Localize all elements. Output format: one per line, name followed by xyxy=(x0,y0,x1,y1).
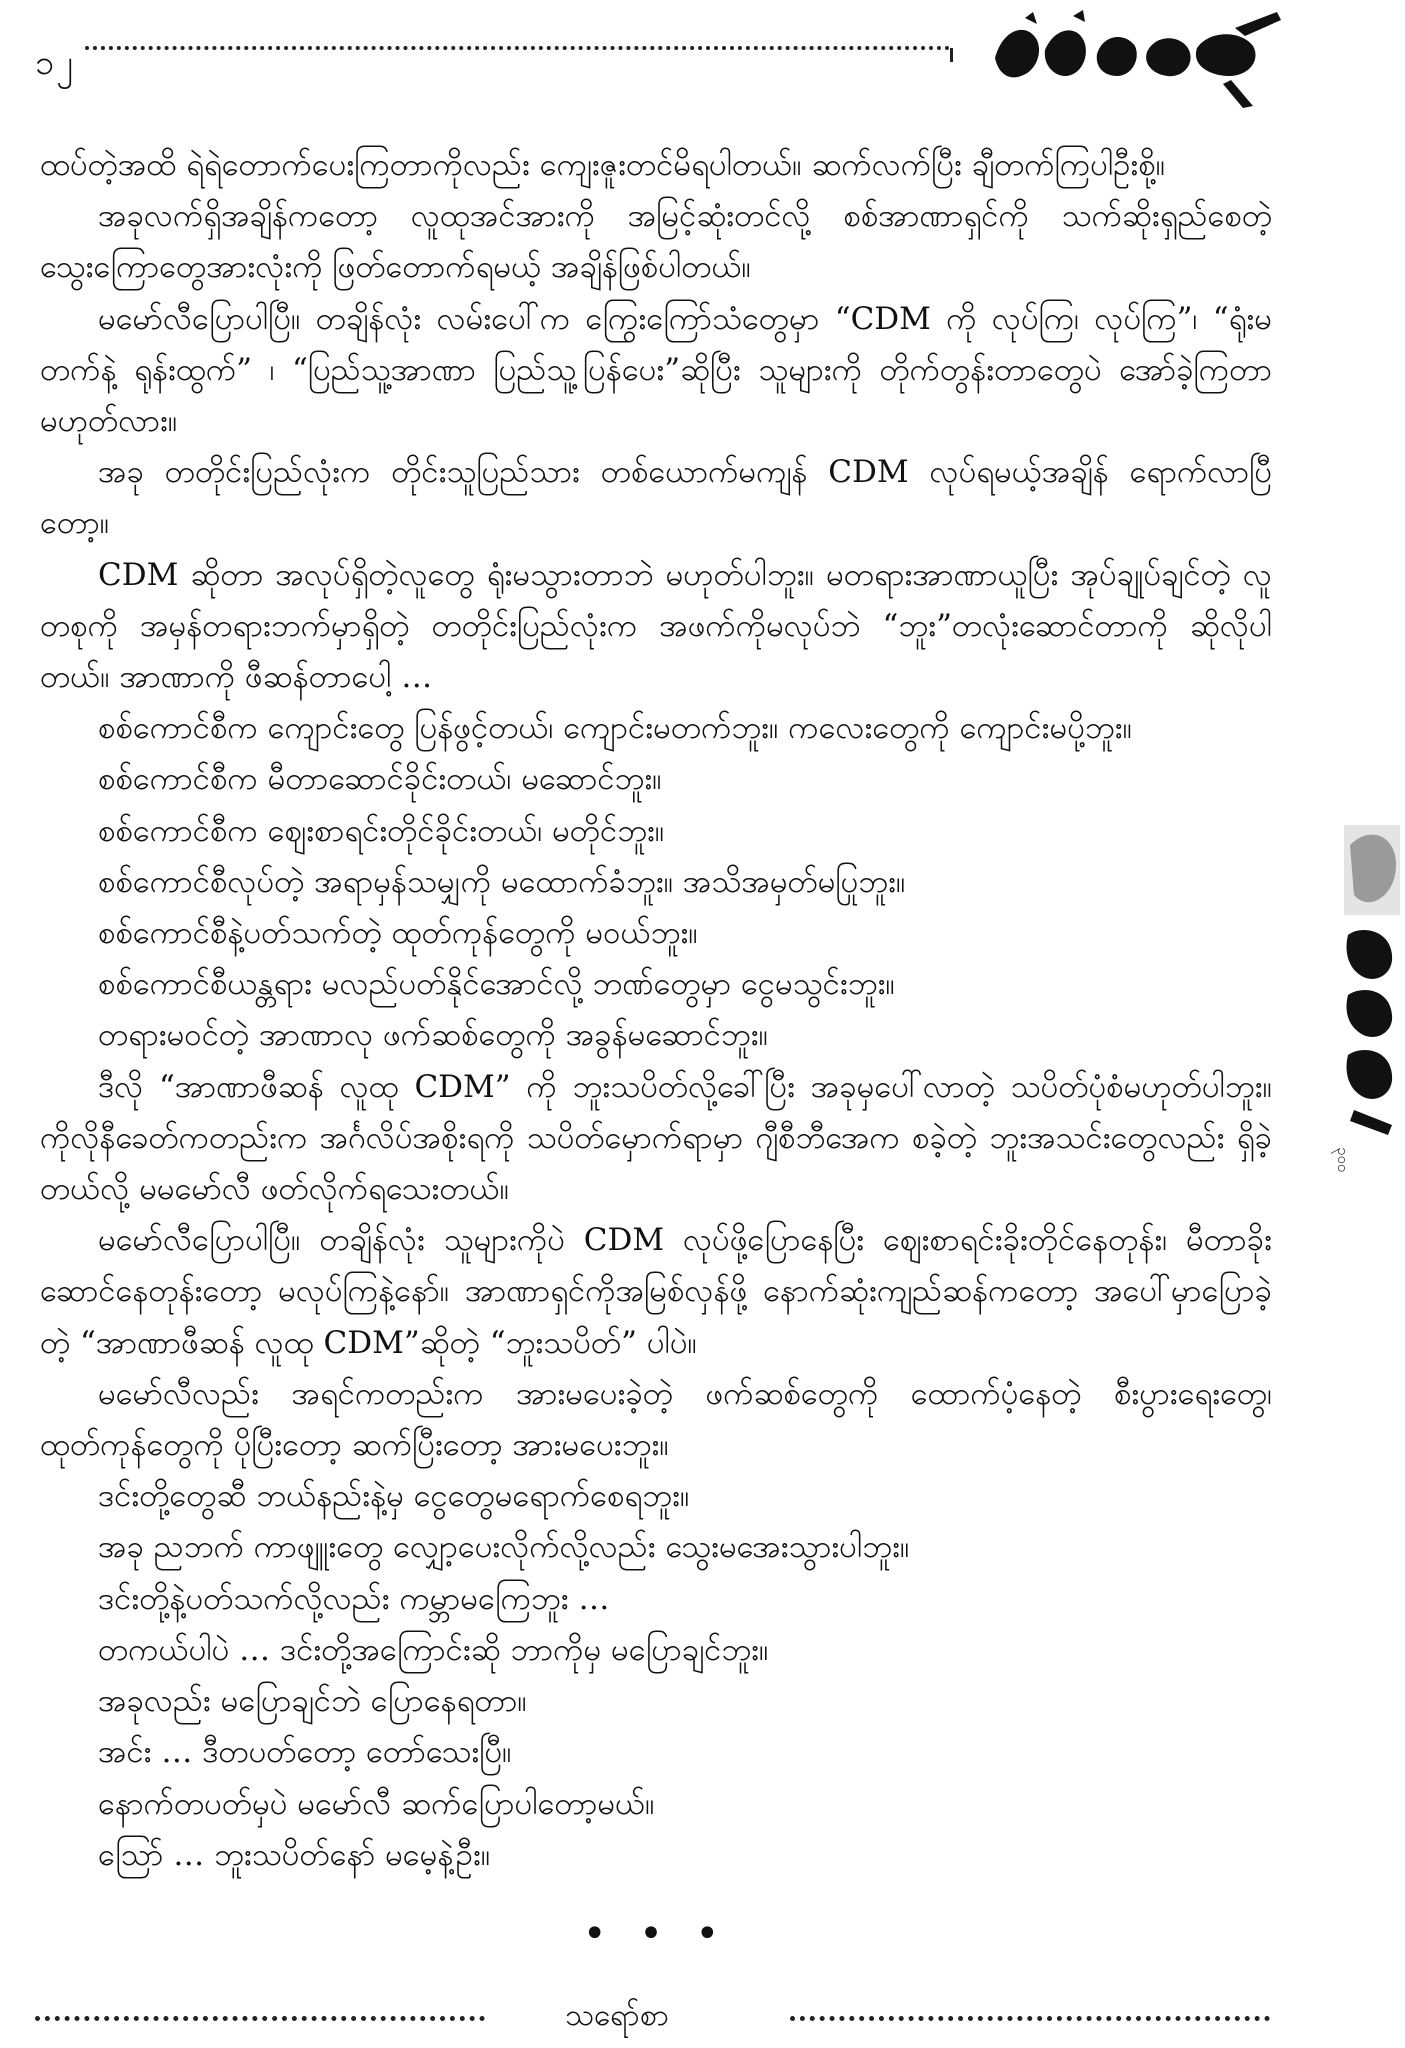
body-paragraph: စစ်ကောင်စီက ဈေးစာရင်းတိုင်ခိုင်းတယ်၊ မတိုင်ဘူး။ xyxy=(98,812,665,849)
body-paragraph: တရားမဝင်တဲ့ အာဏာလု ဖက်ဆစ်တွေကို အခွန်မဆောင်ဘူး။ xyxy=(98,1017,768,1054)
body-paragraph: သြော် … ဘူးသပိတ်နော် မမေ့နဲ့ဦး။ xyxy=(98,1836,491,1873)
body-paragraph: အခုလည်း မပြောချင်ဘဲ ပြောနေရတာ။ xyxy=(98,1683,527,1720)
page-number: ၁၂ xyxy=(35,43,75,83)
section-label: သရော်စာ xyxy=(565,1998,670,2033)
body-paragraph: စစ်ကောင်စီယန္တရား မလည်ပတ်နိုင်အောင်လို့ ဘဏ်တွေမှာ ငွေမသွင်းဘူး။ xyxy=(98,966,895,1003)
body-paragraph: စစ်ကောင်စီနဲ့ပတ်သက်တဲ့ ထုတ်ကုန်တွေကို မဝယ်ဘူး။ xyxy=(98,915,698,952)
body-paragraph: CDM ဆိုတာ အလုပ်ရှိတဲ့လူတွေ ရုံးမသွားတာဘဲ မဟုတ်ပါဘူး။ မတရားအာဏာယူပြီး အုပ်ချုပ်ချင်တဲ့ လူတစုကို အမှန်တရားဘက်မှာရှိတဲ့ တတိုင်းပြည်လုံးက အဖက်ကိုမလုပ်ဘဲ “ဘူး”တလုံးဆောင်တာကို ဆိုလိုပါတယ်။ အာဏာကို ဖီဆန်တာပေါ့ … xyxy=(40,556,1272,696)
footer-dotted-rule-right xyxy=(790,2016,1270,2021)
page-header xyxy=(0,0,1405,110)
body-paragraph: နောက်တပတ်မှပဲ မမော်လီ ဆက်ပြောပါတော့မယ်။ xyxy=(98,1785,655,1822)
body-paragraph: အခု တတိုင်းပြည်လုံးက တိုင်းသူပြည်သား တစ်ယောက်မကျန် CDM လုပ်ရမယ့်အချိန် ရောက်လာပြီတော့။ xyxy=(40,454,1272,542)
page-footer xyxy=(0,1990,1405,2048)
body-paragraph: မမော်လီပြောပါပြီ။ တချိန်လုံး လမ်းပေါ်က ကြွေးကြော်သံတွေမှာ “CDM ကို လုပ်ကြ၊ လုပ်ကြ”၊ “ရုံးမတက်နဲ့ ရုန်းထွက်” ၊ “ပြည်သူ့အာဏာ ပြည်သူ့ပြန်ပေး”ဆိုပြီး သူများကို တိုက်တွန်းတာတွေပဲ အော်ခဲ့ကြတာမဟုတ်လား။ xyxy=(40,300,1272,440)
masthead-logo xyxy=(985,10,1285,110)
body-paragraph: မမော်လီပြောပါပြီ။ တချိန်လုံး သူများကိုပဲ CDM လုပ်ဖို့ပြောနေပြီး ဈေးစာရင်းခိုးတိုင်နေတုန်း၊ မီတာခိုးဆောင်နေတုန်းတော့ မလုပ်ကြနဲ့နော်။ အာဏာရှင်ကိုအမြစ်လှန်ဖို့ နောက်ဆုံးကျည်ဆန်ကတော့ အပေါ်မှာပြောခဲ့တဲ့ “အာဏာဖီဆန် လူထု CDM”ဆိုတဲ့ “ဘူးသပိတ်” ပါပဲ။ xyxy=(40,1222,1272,1361)
body-paragraph: ဒင်းတို့တွေဆီ ဘယ်နည်းနဲ့မှ ငွေတွေမရောက်စေရဘူး။ xyxy=(98,1478,690,1515)
body-paragraph: စစ်ကောင်စီက မီတာဆောင်ခိုင်းတယ်၊ မဆောင်ဘူး။ xyxy=(98,761,662,798)
body-paragraph: မမော်လီလည်း အရင်ကတည်းက အားမပေးခဲ့တဲ့ ဖက်ဆစ်တွေကို ထောက်ပံ့နေတဲ့ စီးပွားရေးတွေ၊ ထုတ်ကုန်တွေကို ပိုပြီးတော့ ဆက်ပြီးတော့ အားမပေးဘူး။ xyxy=(40,1375,1272,1464)
body-paragraph: ဒင်းတို့နဲ့ပတ်သက်လို့လည်း ကမ္ဘာမကြေဘူး … xyxy=(98,1580,610,1617)
footer-dotted-rule-left xyxy=(35,2016,485,2021)
side-tab-number: ၃၀၀ xyxy=(1334,1147,1352,1173)
body-paragraph: စစ်ကောင်စီက ကျောင်းတွေ ပြန်ဖွင့်တယ်၊ ကျောင်းမတက်ဘူး။ ကလေးတွေကို ကျောင်းမပို့ဘူး။ xyxy=(98,710,1132,747)
body-paragraph: အခုလက်ရှိအချိန်ကတော့ လူထုအင်အားကို အမြင့်ဆုံးတင်လို့ စစ်အာဏာရှင်ကို သက်ဆိုးရှည်စေတဲ့ သွေးကြောတွေအားလုံးကို ဖြတ်တောက်ရမယ့် အချိန်ဖြစ်ပါတယ်။ xyxy=(40,198,1272,286)
header-rule-end xyxy=(950,48,953,62)
header-dotted-rule xyxy=(85,46,950,50)
body-paragraph: အခု ညဘက် ကာဖျူးတွေ လျှော့ပေးလိုက်လို့လည်း သွေးမအေးသွားပါဘူး။ xyxy=(98,1529,910,1566)
article-body xyxy=(40,140,1272,1960)
body-paragraph: အင်း … ဒီတပတ်တော့ တော်သေးပြီ။ xyxy=(98,1734,512,1771)
body-paragraph: တကယ်ပါပဲ … ဒင်းတို့အကြောင်းဆို ဘာကိုမှ မပြောချင်ဘူး။ xyxy=(98,1631,769,1668)
body-paragraph: ထပ်တဲ့အထိ ရဲရဲတောက်ပေးကြတာကိုလည်း ကျေးဇူးတင်မိရပါတယ်။ ဆက်လက်ပြီး ချီတက်ကြပါဦးစို့။ xyxy=(40,147,1166,183)
end-of-article-mark: • • • xyxy=(582,1910,730,1957)
body-paragraph: ဒီလို “အာဏာဖီဆန် လူထု CDM” ကို ဘူးသပိတ်လို့ခေါ်ပြီး အခုမှပေါ်လာတဲ့ သပိတ်ပုံစံမဟုတ်ပါဘူး။ ကိုလိုနီခေတ်ကတည်းက အင်္ဂလိပ်အစိုးရကို သပိတ်မှောက်ရာမှာ ဂျီစီဘီအေက စခဲ့တဲ့ ဘူးအသင်းတွေလည်း ရှိခဲ့တယ်လို့ မမမော်လီ ဖတ်လိုက်ရသေးတယ်။ xyxy=(40,1068,1272,1208)
body-paragraph: စစ်ကောင်စီလုပ်တဲ့ အရာမှန်သမျှကို မထောက်ခံဘူး။ အသိအမှတ်မပြုဘူး။ xyxy=(98,863,906,900)
side-tab-decoration xyxy=(1334,825,1400,1225)
